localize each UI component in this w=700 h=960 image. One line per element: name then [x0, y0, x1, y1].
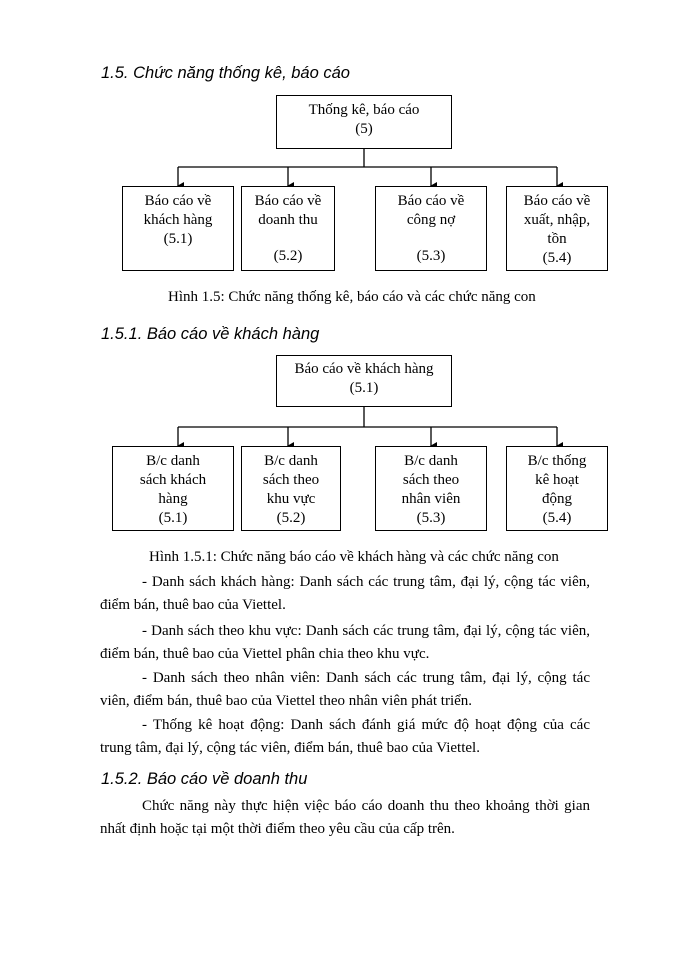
box-number: (5) [355, 121, 373, 137]
box-number: (5.2) [276, 510, 306, 526]
diagram-1-child-box [122, 186, 234, 271]
box-label: B/c danh sách theo khu vực [262, 453, 320, 507]
box-number: (5.3) [416, 248, 446, 264]
diagram-1-child-box [241, 186, 335, 271]
heading-1-5-2: 1.5.2. Báo cáo về doanh thu [101, 770, 308, 788]
box-number: (5.1) [163, 231, 193, 247]
box-label: Báo cáo về khách hàng [294, 361, 434, 377]
box-number: (5.4) [542, 250, 572, 266]
box-number: (5.4) [542, 510, 572, 526]
diagram-2-root-box [276, 355, 452, 407]
box-number: (5.1) [349, 380, 379, 396]
box-label: Báo cáo về công nợ [397, 193, 465, 228]
diagram-1-child-box [375, 186, 487, 271]
diagram-2-child-box [375, 446, 487, 531]
figure-caption-1-5: Hình 1.5: Chức năng thống kê, báo cáo và các chức năng con [168, 289, 536, 305]
diagram-2-child-box [112, 446, 234, 531]
diagram-1-connectors [178, 149, 557, 186]
paragraph-by-region: - Danh sách theo khu vực: Danh sách các trung tâm, đại lý, cộng tác viên, điểm bán, thuê bao của Viettel phân chia theo khu vực. [100, 623, 590, 662]
heading-1-5-1: 1.5.1. Báo cáo về khách hàng [101, 325, 320, 343]
box-label: Thống kê, báo cáo [308, 102, 420, 118]
box-number: (5.3) [416, 510, 446, 526]
figure-caption-1-5-1: Hình 1.5.1: Chức năng báo cáo về khách hàng và các chức năng con [149, 549, 559, 565]
box-label: B/c thống kê hoạt động [527, 453, 587, 507]
box-label: B/c danh sách theo nhân viên [401, 453, 461, 507]
paragraph-customer-list: - Danh sách khách hàng: Danh sách các trung tâm, đại lý, cộng tác viên, điểm bán, thuê bao của Viettel. [100, 574, 590, 613]
diagram-1-root-box [276, 95, 452, 149]
diagram-2-connectors [178, 407, 557, 446]
box-label: Báo cáo về xuất, nhập, tồn [523, 193, 591, 247]
box-number: (5.2) [273, 248, 303, 264]
heading-1-5: 1.5. Chức năng thống kê, báo cáo [101, 64, 350, 82]
paragraph-revenue: Chức năng này thực hiện việc báo cáo doanh thu theo khoảng thời gian nhất định hoặc tại một thời điểm theo yêu cầu của cấp trên. [100, 798, 590, 837]
box-number: (5.1) [158, 510, 188, 526]
diagram-2-child-box [241, 446, 341, 531]
paragraph-by-staff: - Danh sách theo nhân viên: Danh sách các trung tâm, đại lý, cộng tác viên, điểm bán, thuê bao của Viettel theo nhân viên phát triển. [100, 670, 590, 709]
box-label: Báo cáo về doanh thu [254, 193, 322, 228]
diagram-1-child-box [506, 186, 608, 271]
box-label: Báo cáo về khách hàng [143, 193, 213, 228]
box-label: B/c danh sách khách hàng [139, 453, 207, 507]
diagram-2-child-box [506, 446, 608, 531]
paragraph-activity-stats: - Thống kê hoạt động: Danh sách đánh giá mức độ hoạt động của các trung tâm, đại lý, cộng tác viên, điểm bán, thuê bao của Viettel. [100, 717, 590, 756]
